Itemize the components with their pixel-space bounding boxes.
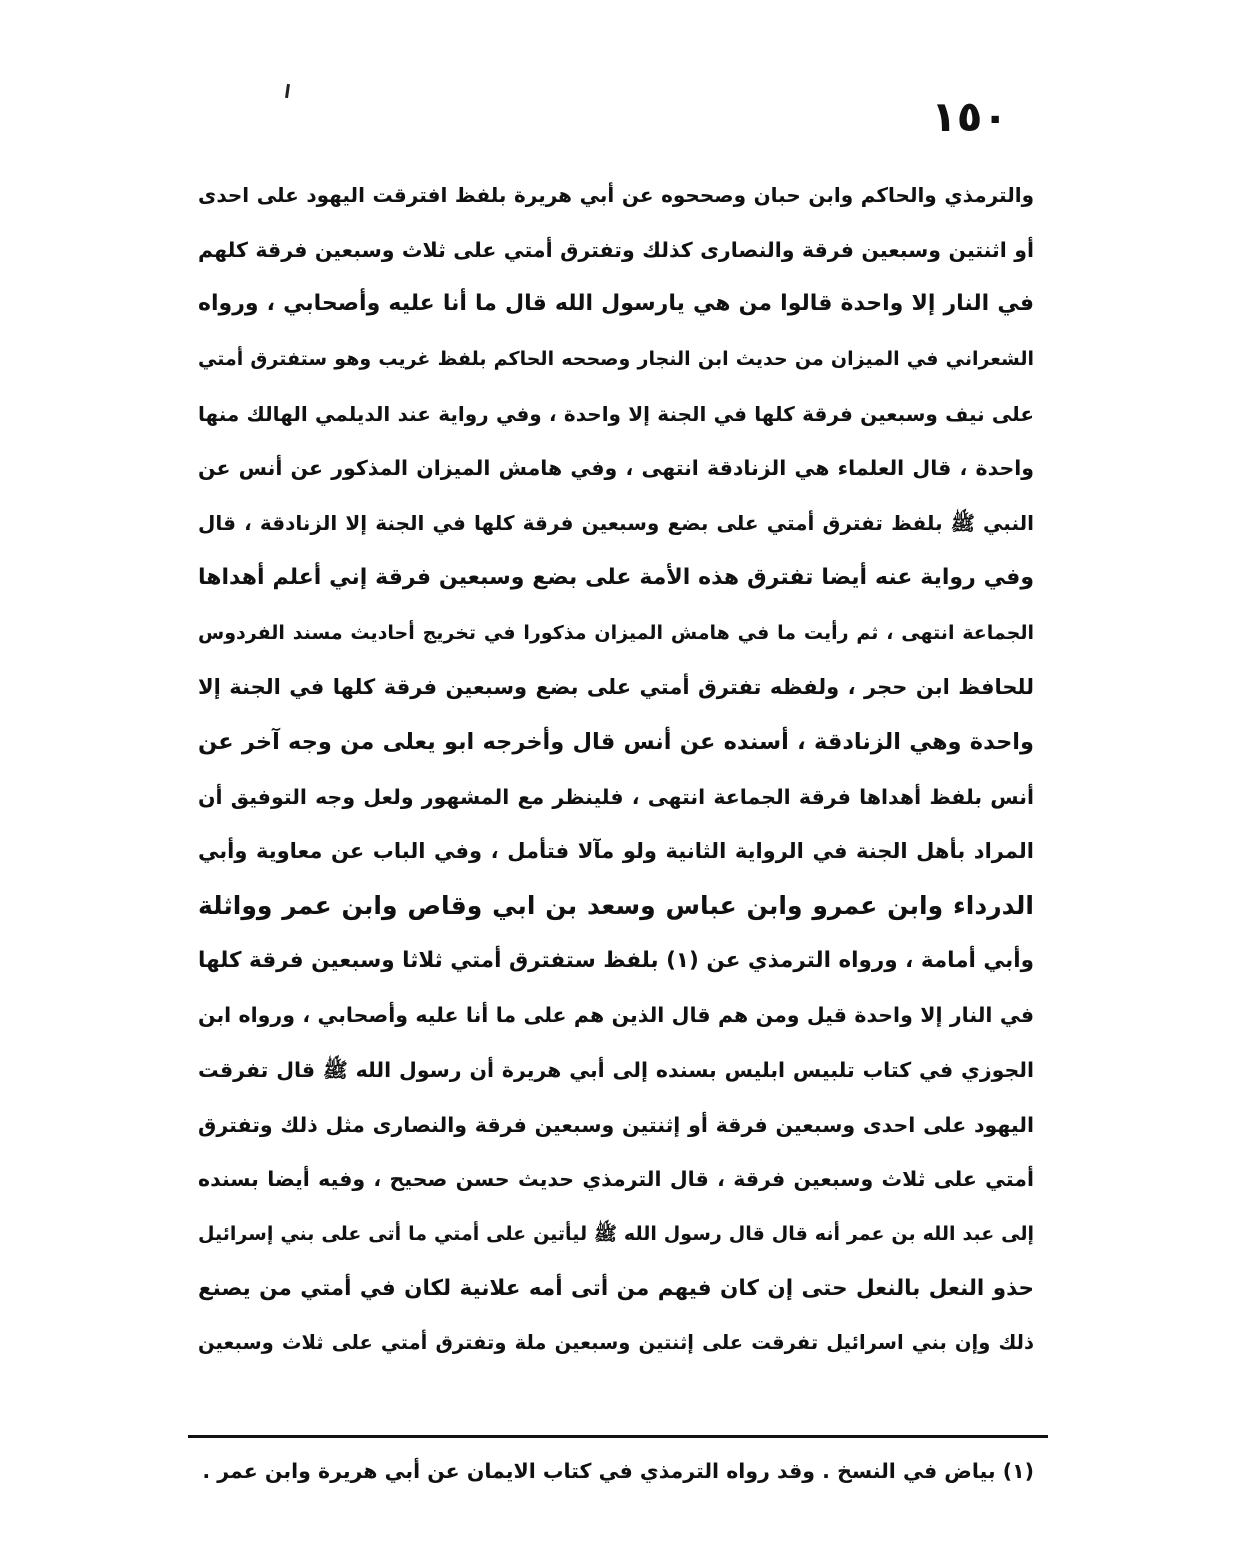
text-line: أنس بلفظ أهداها فرقة الجماعة انتهى ، فلينظر مع المشهور ولعل وجه التوفيق أن xyxy=(198,784,1034,809)
footnote: (١) بياض في النسخ . وقد رواه الترمذي في كتاب الايمان عن أبي هريرة وابن عمر . xyxy=(202,1459,1034,1483)
text-line: الشعراني في الميزان من حديث ابن النجار وصححه الحاكم بلفظ غريب وهو ستفترق أمتي xyxy=(198,348,1034,371)
footnote-divider xyxy=(188,1435,1048,1438)
text-line: النبي ﷺ بلفظ تفترق أمتي على بضع وسبعين فرقة كلها في الجنة إلا الزنادقة ، قال xyxy=(198,511,1034,536)
text-line: واحدة وهي الزنادقة ، أسنده عن أنس قال وأخرجه ابو يعلى من وجه آخر عن xyxy=(198,728,1034,755)
text-line: إلى عبد الله بن عمر أنه قال قال رسول الله ﷺ ليأتين على أمتي ما أتى على بني إسرائيل xyxy=(198,1223,1034,1246)
text-line: واحدة ، قال العلماء هي الزنادقة انتهى ، وفي هامش الميزان المذكور عن أنس عن xyxy=(198,456,1034,481)
text-line: على نيف وسبعين فرقة كلها في الجنة إلا واحدة ، وفي رواية عند الديلمي الهالك منها xyxy=(198,401,1034,426)
text-line: في النار إلا واحدة قالوا من هي يارسول الله قال ما أنا عليه وأصحابي ، ورواه xyxy=(198,291,1034,317)
text-line: اليهود على احدى وسبعين فرقة أو إثنتين وسبعين فرقة والنصارى مثل ذلك وتفترق xyxy=(198,1112,1034,1137)
text-line: ذلك وإن بني اسرائيل تفرقت على إثنتين وسبعين ملة وتفترق أمتي على ثلاث وسبعين xyxy=(198,1331,1034,1355)
text-line: الجماعة انتهى ، ثم رأيت ما في هامش الميزان مذكورا في تخريج أحاديث مسند الفردوس xyxy=(198,621,1034,644)
text-line: الدرداء وابن عمرو وابن عباس وسعد بن ابي وقاص وابن عمر وواثلة xyxy=(198,890,1034,920)
text-line: في النار إلا واحدة قيل ومن هم قال الذين هم على ما أنا عليه وأصحابي ، ورواه ابن xyxy=(198,1003,1034,1028)
text-line: أمتي على ثلاث وسبعين فرقة ، قال الترمذي حديث حسن صحيح ، وفيه أيضا بسنده xyxy=(198,1167,1034,1192)
page-number: ١٥٠ xyxy=(931,92,1008,141)
text-line: أو اثنتين وسبعين فرقة والنصارى كذلك وتفترق أمتي على ثلاث وسبعين فرقة كلهم xyxy=(198,237,1034,262)
text-line: للحافظ ابن حجر ، ولفظه تفترق أمتي على بضع وسبعين فرقة كلها في الجنة إلا xyxy=(198,675,1034,700)
ink-mark xyxy=(285,84,290,98)
text-line: وأبي أمامة ، ورواه الترمذي عن (١) بلفظ ستفترق أمتي ثلاثا وسبعين فرقة كلها xyxy=(198,947,1034,973)
text-line: المراد بأهل الجنة في الرواية الثانية ولو مآلا فتأمل ، وفي الباب عن معاوية وأبي xyxy=(198,839,1034,864)
main-text xyxy=(198,168,1034,1371)
text-line: الجوزي في كتاب تلبيس ابليس بسنده إلى أبي هريرة أن رسول الله ﷺ قال تفرقت xyxy=(198,1058,1034,1082)
text-line: حذو النعل بالنعل حتى إن كان فيهم من أتى أمه علانية لكان في أمتي من يصنع xyxy=(198,1275,1034,1301)
text-line: والترمذي والحاكم وابن حبان وصححوه عن أبي هريرة بلفظ افترقت اليهود على احدى xyxy=(198,183,1034,207)
text-line: وفي رواية عنه أيضا تفترق هذه الأمة على بضع وسبعين فرقة إني أعلم أهداها xyxy=(198,564,1034,590)
